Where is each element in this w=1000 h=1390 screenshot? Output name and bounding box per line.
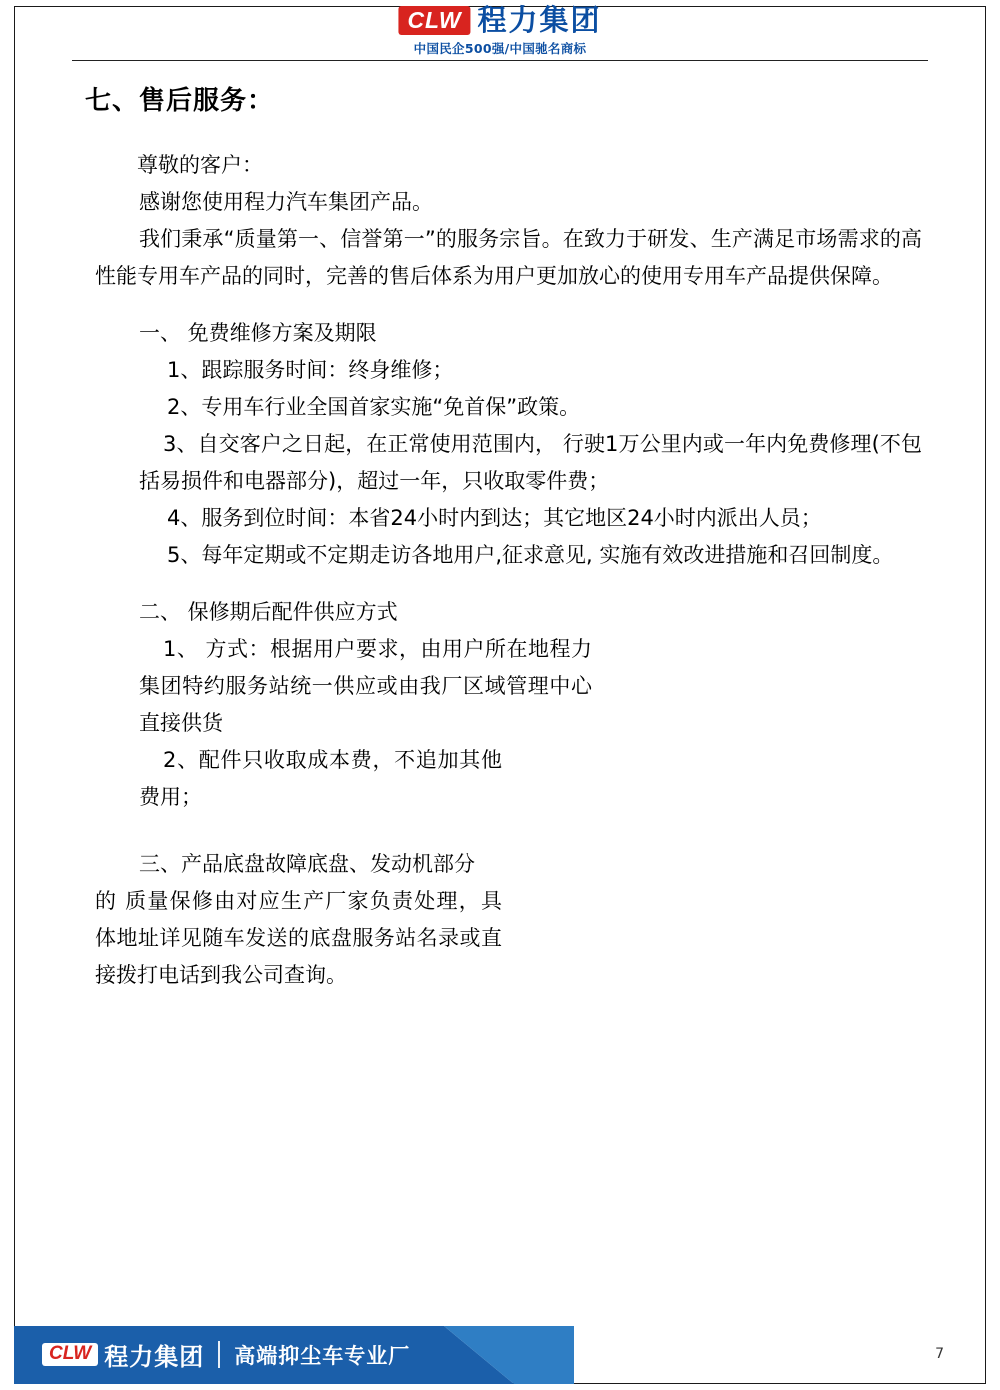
- section-1-heading: 一、 免费维修方案及期限: [139, 321, 377, 345]
- section-2-item-1: 1、 方式：根据用户要求，由用户所在地程力集团特约服务站统一供应或由我厂区域管理中心直接供货: [139, 637, 592, 735]
- section-1-item-1: 1、跟踪服务时间：终身维修；: [167, 358, 454, 382]
- footer-tagline: 高端抑尘车专业厂: [234, 1343, 411, 1368]
- body-text-block: [95, 117, 922, 994]
- intro-paragraph-2: 我们秉承“质量第一、信誉第一”的服务宗旨。在致力于研发、生产满足市场需求的高性能专用车产品的同时，完善的售后体系为用户更加放心的使用专用车产品提供保障。: [95, 227, 922, 288]
- section-1-item-2: 2、专用车行业全国首家实施“免首保”政策。: [167, 395, 581, 419]
- section-3-heading: 三、产品底盘故障底盘、发动机部分: [139, 852, 475, 876]
- logo-row: [398, 3, 602, 38]
- company-name: 程力集团: [477, 3, 602, 38]
- page-number: 7: [935, 1346, 944, 1362]
- section-1-item-3: 3、自交客户之日起，在正常使用范围内， 行驶1万公里内或一年内免费修理(不包括易损件和电器部分)，超过一年，只收取零件费；: [139, 432, 922, 493]
- footer-company-name: 程力集团: [104, 1343, 205, 1371]
- company-tagline: 中国民企500强/中国驰名商标: [413, 41, 587, 57]
- footer-clw-badge-icon: CLW: [42, 1343, 98, 1367]
- intro-paragraph-1: 感谢您使用程力汽车集团产品。: [139, 190, 433, 214]
- footer-logo: [42, 1337, 410, 1372]
- company-logo: [398, 3, 602, 57]
- document-body: [0, 62, 1000, 994]
- page-title: 七、售后服务：: [85, 86, 275, 116]
- section-2-item-2: 2、配件只收取成本费，不追加其他费用；: [139, 748, 502, 809]
- footer-divider: [218, 1341, 220, 1368]
- page-header: [0, 0, 1000, 62]
- salutation: 尊敬的客户：: [137, 153, 263, 177]
- header-divider: [72, 60, 928, 61]
- section-1-item-5: 5、每年定期或不定期走访各地用户,征求意见, 实施有效改进措施和召回制度。: [167, 543, 894, 567]
- section-2-heading: 二、 保修期后配件供应方式: [139, 600, 398, 624]
- section-1-item-4: 4、服务到位时间：本省24小时内到达；其它地区24小时内派出人员；: [167, 506, 822, 530]
- section-3-item-1: 的 质量保修由对应生产厂家负责处理，具 体地址详见随车发送的底盘服务站名录或直接拨打电话到我公司查询。: [95, 889, 502, 987]
- clw-badge-icon: CLW: [398, 6, 470, 35]
- page-footer: [14, 1322, 986, 1384]
